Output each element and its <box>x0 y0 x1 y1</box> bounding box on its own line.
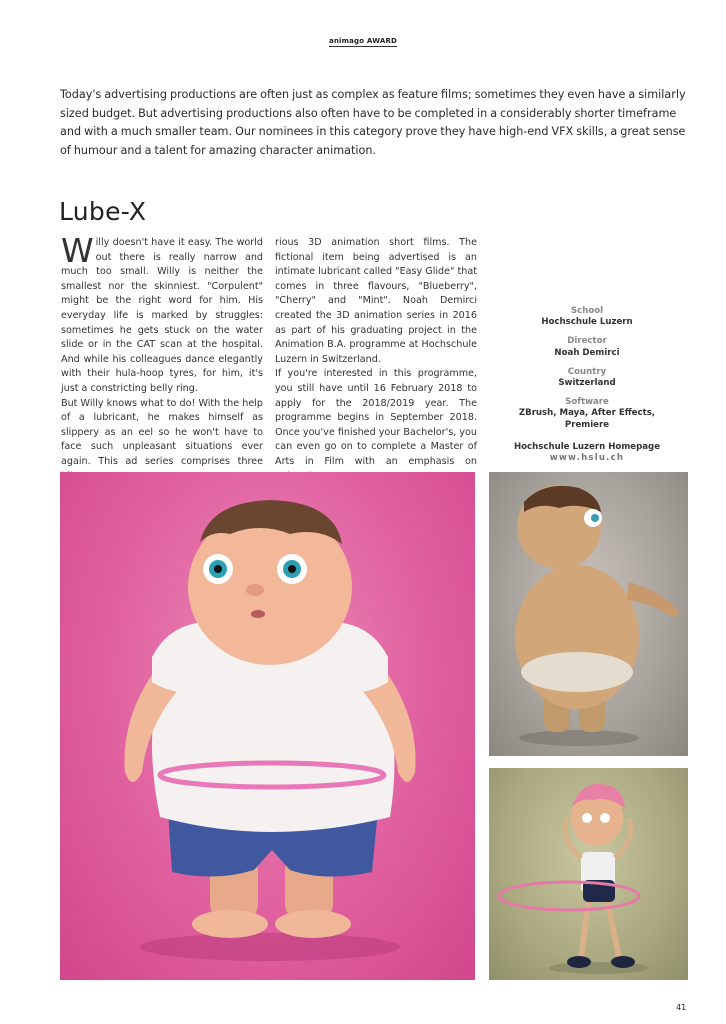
school-value: Hochschule Luzern <box>541 317 633 328</box>
hula-hoop-image <box>489 768 688 980</box>
column-2-paragraph-1: rious 3D animation short films. The fictional item being advertised is an intimate lubricant called "Easy Glide" that comes in three flavours, "Blueberry", "Cherry" and "Mint". Noah Demirci created the 3D animation series in 2016 as part of his graduating project in the Animation B.A. programme at Hochschule Luzern in Switzerland. <box>275 237 477 365</box>
software-label: Software <box>565 397 609 408</box>
header-label: animago AWARD <box>328 37 398 45</box>
country-label: Country <box>567 366 607 377</box>
article-column-1 <box>61 231 263 484</box>
dancer-illustration <box>489 768 688 980</box>
drop-cap: W <box>61 231 94 270</box>
page-number: 41 <box>676 1003 687 1012</box>
school-label: School <box>570 306 604 316</box>
side-view-image <box>489 472 688 756</box>
article-title: Lube-X <box>59 197 147 226</box>
running-header <box>0 37 726 45</box>
director-label: Director <box>567 336 607 347</box>
main-character-image <box>60 472 475 980</box>
column-2-paragraph-2: If you're interested in this programme, you still have until 16 February 2018 to apply for the 2018/2019 year. The programme begins in September 2018. Once you've finished your Bachelor's, you can even go on to complete a Master of Arts in Film with an emphasis on <box>275 368 477 467</box>
willy-side-illustration <box>489 472 688 756</box>
column-1-paragraph-1-text: illy doesn't have it easy. The world out there is really narrow and much too small. Willy is neither the smallest nor the skinniest. "Corpulent" might be the right word for him. His everyday life is marked by struggles: sometimes he gets stuck on the water slide or in the CAT scan at the hospital. And while his colleagues dance elegantly with their hula-hoop tyres, for him, it's just a constricting belly ring. <box>61 237 263 394</box>
director-value: Noah Demirci <box>554 347 620 358</box>
software-value: ZBrush, Maya, After Effects, Premiere <box>518 408 656 430</box>
homepage-link[interactable]: www.hslu.ch <box>549 453 625 464</box>
column-1-paragraph-2: But Willy knows what to do! With the help of a lubricant, he makes himself as slippery as an eel so he won't have to face such unpleasant situations ever again. This ad series comprises three <box>61 397 263 467</box>
credits-sidebar <box>497 306 677 464</box>
country-value: Switzerland <box>558 378 616 389</box>
homepage-label: Hochschule Luzern Homepage <box>513 441 661 452</box>
article-column-2 <box>275 236 477 484</box>
column-1-paragraph-1 <box>61 231 263 397</box>
intro-paragraph: Today's advertising productions are often just as complex as feature films; sometimes they even have a similarly sized budget. But advertising productions also often have to be completed in a considerably shorter timeframe and with a much smaller team. Our nominees in this category prove they have high-end VFX skills, a great sense of humour and a talent for amazing character animation. <box>60 88 686 157</box>
willy-front-illustration <box>60 472 475 980</box>
